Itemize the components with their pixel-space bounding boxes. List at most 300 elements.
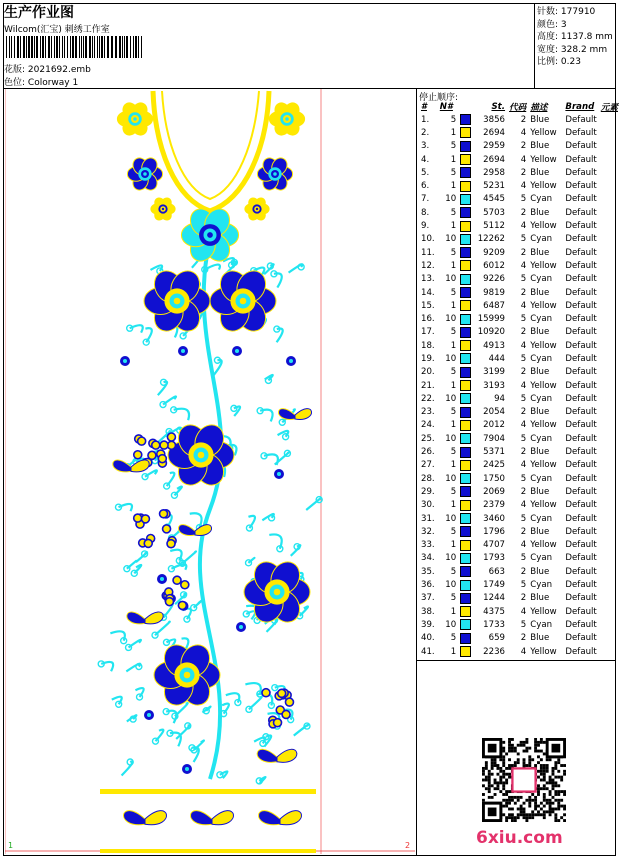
qr-module: [485, 764, 488, 767]
row-code: 4: [520, 606, 527, 617]
color-swatch: [460, 314, 471, 325]
table-row: [419, 645, 620, 658]
barcode-bar: [138, 36, 139, 58]
row-index: 14.: [421, 287, 435, 298]
row-element: [599, 539, 620, 552]
row-desc: Blue: [530, 486, 550, 497]
row-code: 2: [520, 367, 527, 378]
header-divider: [534, 4, 535, 88]
hem-motif: [191, 811, 212, 825]
row-stitches: 3199: [483, 367, 506, 378]
qr-module: [549, 802, 552, 805]
row-desc: Yellow: [530, 154, 557, 165]
row-swatch: [458, 512, 476, 525]
qr-module: [502, 799, 505, 802]
row-swatch: [458, 140, 476, 153]
row-needle: 10: [445, 619, 457, 630]
qr-module: [517, 744, 520, 747]
cyan-scroll: [174, 487, 181, 496]
qr-module: [514, 750, 517, 753]
row-needle: 10: [445, 513, 457, 524]
qr-module: [554, 767, 557, 770]
table-row: [419, 286, 620, 299]
page-title: 生产作业图: [4, 5, 74, 21]
color-swatch: [460, 513, 471, 524]
row-brand: Default: [565, 194, 597, 205]
blue-bud-center: [277, 472, 281, 476]
neck-flower-dot: [143, 172, 147, 176]
qr-module: [549, 813, 552, 816]
row-brand: Default: [565, 127, 597, 138]
qr-module: [534, 764, 537, 767]
qr-module: [554, 813, 557, 816]
qr-module: [549, 758, 552, 761]
qr-module: [540, 813, 543, 816]
large-bloom-dot: [184, 672, 191, 679]
qr-module: [554, 799, 557, 802]
row-stitches: 659: [488, 633, 506, 644]
qr-module: [502, 750, 505, 753]
qr-module: [537, 755, 540, 758]
qr-module: [525, 738, 528, 741]
qr-module: [534, 805, 537, 808]
row-code: 2: [520, 114, 527, 125]
qr-module: [508, 741, 511, 744]
qr-module: [491, 796, 494, 799]
barcode-bar: [70, 36, 71, 58]
row-swatch: [458, 339, 476, 352]
row-element: [599, 366, 620, 379]
qr-module: [554, 764, 557, 767]
qr-module: [505, 805, 508, 808]
row-element: [599, 219, 620, 232]
qr-module: [520, 741, 523, 744]
row-code: 2: [520, 486, 527, 497]
qr-module: [494, 764, 497, 767]
qr-module: [508, 790, 511, 793]
company-name: Wilcom(汇宝) 刺绣工作室: [4, 25, 110, 35]
barcode-bar: [119, 36, 121, 58]
row-swatch: [458, 259, 476, 272]
row-swatch: [458, 605, 476, 618]
row-element: [599, 246, 620, 259]
row-brand: Default: [565, 513, 597, 524]
table-row: [419, 565, 620, 578]
qr-module: [546, 764, 549, 767]
blue-bud-center: [289, 359, 293, 363]
row-brand: Default: [565, 141, 597, 152]
row-swatch: [458, 113, 476, 126]
row-stitches: 444: [488, 353, 506, 364]
row-stitches: 4375: [483, 606, 506, 617]
row-stitches: 4707: [483, 540, 506, 551]
cyan-scroll: [289, 264, 303, 272]
qr-module: [482, 773, 485, 776]
cyan-scroll: [245, 683, 260, 694]
row-code: 5: [520, 553, 527, 564]
qr-module: [508, 767, 511, 770]
qr-module: [552, 767, 555, 770]
row-needle: 10: [445, 580, 457, 591]
row-desc: Cyan: [530, 553, 553, 564]
color-swatch: [460, 566, 471, 577]
barcode-bar: [83, 36, 84, 58]
color-swatch: [460, 619, 471, 630]
qr-module: [508, 816, 511, 819]
neckline-outline: [153, 91, 269, 211]
hem-motif: [124, 811, 145, 825]
barcode-bar: [130, 36, 131, 58]
qr-module: [537, 813, 540, 816]
row-index: 17.: [421, 327, 435, 338]
yellow-dot-cluster: [134, 514, 142, 522]
qr-module: [537, 744, 540, 747]
row-stitches: 2959: [483, 141, 506, 152]
barcode-bar: [141, 36, 142, 58]
qr-module: [543, 805, 546, 808]
row-code: 4: [520, 420, 527, 431]
qr-finder: [552, 744, 561, 753]
row-desc: Cyan: [530, 234, 553, 245]
row-stitches: 4545: [483, 194, 506, 205]
qr-module: [491, 784, 494, 787]
row-brand: Default: [565, 380, 597, 391]
qr-module: [517, 761, 520, 764]
row-desc: Yellow: [530, 380, 557, 391]
row-index: 27.: [421, 460, 435, 471]
row-needle: 1: [450, 300, 457, 311]
color-swatch: [460, 367, 471, 378]
row-element: [599, 259, 620, 272]
barcode-bar: [126, 36, 128, 58]
qr-module: [531, 758, 534, 761]
qr-module: [557, 776, 560, 779]
neck-flower-dot: [256, 208, 258, 210]
qr-module: [557, 793, 560, 796]
row-index: 26.: [421, 447, 435, 458]
qr-module: [488, 779, 491, 782]
row-desc: Yellow: [530, 500, 557, 511]
qr-module: [505, 781, 508, 784]
table-row: [419, 592, 620, 605]
row-stitches: 2012: [483, 420, 506, 431]
qr-module: [552, 796, 555, 799]
qr-module: [488, 790, 491, 793]
neck-flower-dot: [273, 172, 277, 176]
blue-bud-center: [181, 349, 185, 353]
barcode-bar: [89, 36, 91, 58]
qr-logo-badge: [512, 768, 535, 791]
color-swatch: [460, 181, 471, 192]
row-brand: Default: [565, 646, 597, 657]
qr-module: [520, 810, 523, 813]
cyan-scroll: [246, 611, 255, 619]
table-row: [419, 499, 620, 512]
row-code: 2: [520, 167, 527, 178]
qr-module: [549, 808, 552, 811]
row-needle: 5: [450, 407, 457, 418]
table-row: [419, 459, 620, 472]
row-stitches: 9226: [483, 274, 506, 285]
qr-module: [502, 784, 505, 787]
qr-module: [534, 813, 537, 816]
table-row: [419, 432, 620, 445]
qr-module: [482, 784, 485, 787]
row-swatch: [458, 419, 476, 432]
qr-module: [511, 799, 514, 802]
row-needle: 5: [450, 526, 457, 537]
stat-width: 宽度: 328.2 mm: [537, 44, 608, 55]
barcode-bar: [97, 36, 98, 58]
row-stitches: 1244: [483, 593, 506, 604]
table-row: [419, 379, 620, 392]
qr-module: [508, 758, 511, 761]
qr-module: [549, 790, 552, 793]
design-file: 花版: 2021692.emb: [4, 65, 91, 75]
barcode-bar: [36, 36, 38, 58]
row-code: 4: [520, 540, 527, 551]
row-desc: Blue: [530, 287, 550, 298]
qr-module: [528, 813, 531, 816]
qr-module: [543, 813, 546, 816]
row-element: [599, 605, 620, 618]
row-brand: Default: [565, 300, 597, 311]
barcode-bar: [48, 36, 50, 58]
qr-module: [540, 750, 543, 753]
row-desc: Cyan: [530, 393, 553, 404]
col-desc: 描述: [530, 103, 548, 113]
row-index: 25.: [421, 433, 435, 444]
qr-module: [543, 793, 546, 796]
barcode-bar: [20, 36, 21, 58]
yellow-dot-cluster: [282, 710, 290, 718]
row-index: 30.: [421, 500, 435, 511]
row-element: [599, 392, 620, 405]
color-swatch: [460, 167, 471, 178]
row-swatch: [458, 286, 476, 299]
row-element: [599, 206, 620, 219]
row-needle: 10: [445, 274, 457, 285]
qr-module: [496, 764, 499, 767]
hem-motif: [259, 811, 280, 825]
qr-module: [488, 784, 491, 787]
color-swatch: [460, 141, 471, 152]
yellow-dot-cluster: [285, 698, 293, 706]
table-header-row: [419, 101, 620, 113]
row-swatch: [458, 565, 476, 578]
qr-module: [508, 747, 511, 750]
row-desc: Cyan: [530, 580, 553, 591]
table-row: [419, 392, 620, 405]
qr-module: [540, 758, 543, 761]
qr-module: [523, 802, 526, 805]
table-row: [419, 126, 620, 139]
qr-module: [554, 808, 557, 811]
color-swatch: [460, 247, 471, 258]
row-index: 19.: [421, 353, 435, 364]
yellow-dot-cluster: [165, 598, 173, 606]
row-stitches: 94: [494, 393, 506, 404]
color-swatch: [460, 553, 471, 564]
row-element: [599, 645, 620, 658]
row-brand: Default: [565, 234, 597, 245]
row-brand: Default: [565, 526, 597, 537]
qr-module: [517, 752, 520, 755]
color-swatch: [460, 606, 471, 617]
row-index: 40.: [421, 633, 435, 644]
qr-module: [537, 805, 540, 808]
qr-module: [511, 750, 514, 753]
qr-module: [531, 816, 534, 819]
qr-module: [505, 767, 508, 770]
color-swatch: [460, 194, 471, 205]
row-code: 2: [520, 207, 527, 218]
leaf-pair: [113, 460, 131, 472]
qr-module: [537, 776, 540, 779]
table-row: [419, 618, 620, 631]
qr-module: [499, 779, 502, 782]
qr-module: [502, 764, 505, 767]
row-brand: Default: [565, 221, 597, 232]
table-row: [419, 233, 620, 246]
row-brand: Default: [565, 274, 597, 285]
qr-module: [528, 758, 531, 761]
table-row: [419, 605, 620, 618]
qr-module: [557, 770, 560, 773]
row-element: [599, 525, 620, 538]
color-swatch: [460, 353, 471, 364]
row-needle: 5: [450, 633, 457, 644]
qr-module: [543, 796, 546, 799]
row-needle: 5: [450, 486, 457, 497]
row-index: 37.: [421, 593, 435, 604]
qr-module: [563, 773, 566, 776]
yellow-dot-cluster: [274, 719, 282, 727]
qr-module: [546, 787, 549, 790]
qr-module: [534, 802, 537, 805]
row-element: [599, 552, 620, 565]
qr-module: [491, 758, 494, 761]
row-index: 23.: [421, 407, 435, 418]
qr-module: [517, 816, 520, 819]
table-row: [419, 485, 620, 498]
barcode-bar: [135, 36, 137, 58]
qr-code: [482, 738, 566, 822]
row-swatch: [458, 552, 476, 565]
row-stitches: 15999: [477, 314, 506, 325]
leaf-pair: [278, 409, 295, 420]
row-brand: Default: [565, 633, 597, 644]
color-swatch: [460, 114, 471, 125]
blue-bud-center: [185, 767, 189, 771]
row-desc: Yellow: [530, 540, 557, 551]
qr-module: [499, 776, 502, 779]
color-swatch: [460, 420, 471, 431]
qr-module: [491, 764, 494, 767]
yellow-dot-cluster: [262, 689, 270, 697]
barcode-bar: [75, 36, 77, 58]
qr-module: [502, 741, 505, 744]
table-row: [419, 578, 620, 591]
row-index: 22.: [421, 393, 435, 404]
row-needle: 1: [450, 606, 457, 617]
qr-module: [511, 764, 514, 767]
color-swatch: [460, 486, 471, 497]
table-row: [419, 512, 620, 525]
row-stitches: 5703: [483, 207, 506, 218]
qr-module: [546, 767, 549, 770]
row-swatch: [458, 153, 476, 166]
row-code: 5: [520, 473, 527, 484]
qr-module: [528, 805, 531, 808]
barcode-bar: [56, 36, 58, 58]
yellow-dot-cluster: [167, 433, 175, 441]
col-index: #: [421, 102, 427, 112]
row-desc: Cyan: [530, 619, 553, 630]
barcode-bar: [42, 36, 44, 58]
row-desc: Blue: [530, 327, 550, 338]
qr-module: [528, 747, 531, 750]
row-brand: Default: [565, 181, 597, 192]
row-brand: Default: [565, 580, 597, 591]
row-index: 32.: [421, 526, 435, 537]
yellow-dot-cluster: [178, 601, 186, 609]
row-swatch: [458, 578, 476, 591]
yellow-dot-cluster: [141, 515, 149, 523]
barcode: [6, 36, 144, 58]
cyan-scroll: [163, 396, 176, 404]
barcode-bar: [101, 36, 103, 58]
row-brand: Default: [565, 420, 597, 431]
row-index: 39.: [421, 619, 435, 630]
barcode-bar: [67, 36, 68, 58]
qr-module: [523, 758, 526, 761]
qr-module: [491, 773, 494, 776]
qr-module: [488, 776, 491, 779]
qr-module: [560, 799, 563, 802]
qr-module: [517, 758, 520, 761]
qr-module: [488, 770, 491, 773]
row-element: [599, 432, 620, 445]
row-needle: 5: [450, 287, 457, 298]
color-swatch: [460, 526, 471, 537]
qr-module: [514, 796, 517, 799]
row-brand: Default: [565, 447, 597, 458]
qr-module: [499, 758, 502, 761]
row-swatch: [458, 645, 476, 658]
row-desc: Yellow: [530, 260, 557, 271]
leaf-pair: [257, 749, 277, 762]
barcode-bar: [54, 36, 55, 58]
qr-module: [537, 784, 540, 787]
qr-module: [514, 764, 517, 767]
qr-module: [499, 767, 502, 770]
qr-module: [540, 779, 543, 782]
qr-module: [505, 819, 508, 822]
row-swatch: [458, 432, 476, 445]
qr-module: [525, 750, 528, 753]
qr-module: [552, 784, 555, 787]
row-index: 8.: [421, 207, 430, 218]
qr-module: [508, 764, 511, 767]
qr-module: [523, 761, 526, 764]
qr-module: [502, 773, 505, 776]
qr-module: [502, 776, 505, 779]
yellow-dot-cluster: [158, 455, 166, 463]
row-element: [599, 299, 620, 312]
barcode-bar: [45, 36, 46, 58]
row-code: 5: [520, 353, 527, 364]
